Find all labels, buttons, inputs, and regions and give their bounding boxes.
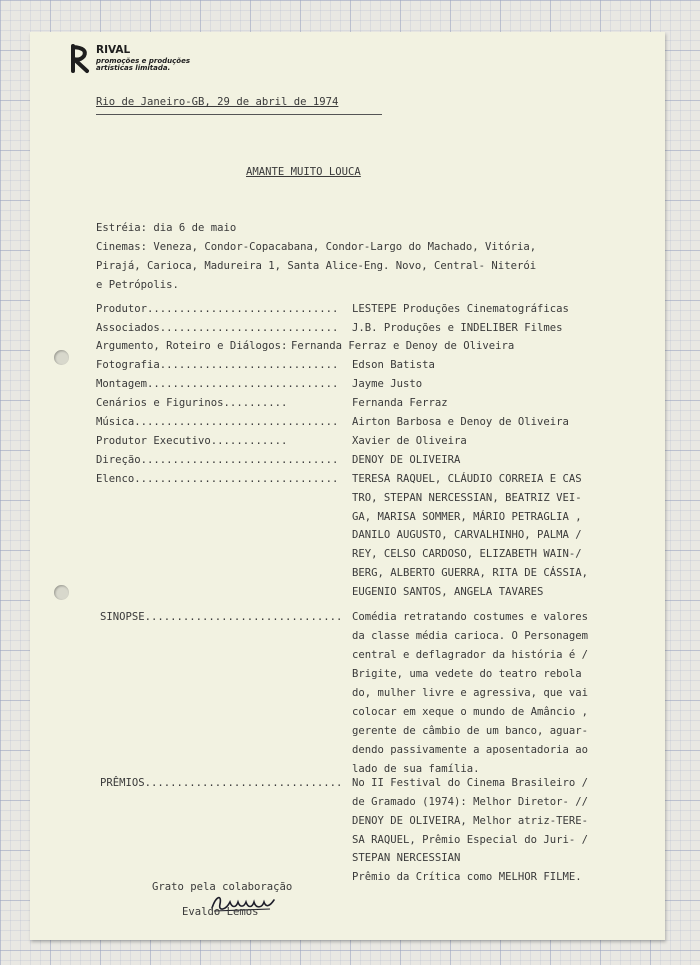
awards-line: SA RAQUEL, Prêmio Especial do Juri- / [352,834,588,846]
awards-line: No II Festival do Cinema Brasileiro / [352,777,588,789]
credit-label: Cenários e Figurinos.......... [96,397,288,409]
credit-value: Fernanda Ferraz [352,397,448,409]
synopsis-line: central e deflagrador da história é / [352,649,588,661]
awards-line: STEPAN NERCESSIAN [352,852,461,864]
awards-line: DENOY DE OLIVEIRA, Melhor atriz-TERE- [352,815,588,827]
credit-value: Jayme Justo [352,378,423,390]
synopsis-line: colocar em xeque o mundo de Amâncio , [352,706,588,718]
synopsis-label: SINOPSE............................... [100,611,343,623]
credit-label: Música................................ [96,416,339,428]
cast-line: TERESA RAQUEL, CLÁUDIO CORREIA E CAS [352,473,582,485]
credit-value: J.B. Produções e INDELIBER Filmes [352,322,563,334]
credit-value: LESTEPE Produções Cinematográficas [352,303,569,315]
signer-name: Evaldo Lemos [182,906,259,918]
cast-label: Elenco................................ [96,473,339,485]
awards-line: de Gramado (1974): Melhor Diretor- // [352,796,588,808]
date-line: Rio de Janeiro-GB, 29 de abril de 1974 [96,96,339,108]
punch-hole-top [54,350,69,365]
cast-line: DANILO AUGUSTO, CARVALHINHO, PALMA / [352,529,582,541]
awards-label: PRÊMIOS............................... [100,777,343,789]
synopsis-line: gerente de câmbio de um banco, aguar- [352,725,588,737]
credit-value: Edson Batista [352,359,435,371]
credit-label: Produtor Executivo............ [96,435,288,447]
date-rule [96,114,382,115]
credit-value: Airton Barbosa e Denoy de Oliveira [352,416,569,428]
credit-label: Associados............................ [96,322,339,334]
credit-value: Fernanda Ferraz e Denoy de Oliveira [291,340,515,352]
logo-subtitle-line1: promoções e produções [96,57,191,65]
credit-label: Argumento, Roteiro e Diálogos: [96,340,288,352]
cast-line: TRO, STEPAN NERCESSIAN, BEATRIZ VEI- [352,492,582,504]
credit-label: Montagem.............................. [96,378,339,390]
cast-line: EUGENIO SANTOS, ANGELA TAVARES [352,586,544,598]
rival-logo-icon [70,44,92,78]
logo-subtitle-line2: artísticas limitada. [96,64,171,72]
synopsis-line: lado de sua família. [352,763,480,775]
credit-label: Produtor.............................. [96,303,339,315]
cast-line: GA, MARISA SOMMER, MÁRIO PETRAGLIA , [352,511,582,523]
cinemas-line: Pirajá, Carioca, Madureira 1, Santa Alice-Eng. Novo, Central- Niterói [96,260,537,272]
punch-hole-bottom [54,585,69,600]
credit-label: Direção............................... [96,454,339,466]
premiere-line: Estréia: dia 6 de maio [96,222,237,234]
synopsis-line: dendo passivamente a aposentadoria ao [352,744,588,756]
synopsis-line: Brigite, uma vedete do teatro rebola [352,668,582,680]
credit-value: Xavier de Oliveira [352,435,467,447]
credit-label: Fotografia............................ [96,359,339,371]
document-title: AMANTE MUITO LOUCA [246,166,361,178]
cast-line: BERG, ALBERTO GUERRA, RITA DE CÁSSIA, [352,567,588,579]
synopsis-line: da classe média carioca. O Personagem [352,630,588,642]
cinemas-line: Cinemas: Veneza, Condor-Copacabana, Condor-Largo do Machado, Vitória, [96,241,537,253]
document-page [30,32,665,940]
cinemas-line: e Petrópolis. [96,279,179,291]
closing-line: Grato pela colaboração [152,881,293,893]
synopsis-line: do, mulher livre e agressiva, que vai [352,687,588,699]
synopsis-line: Comédia retratando costumes e valores [352,611,588,623]
logo-name: RIVAL [96,44,131,56]
awards-line: Prêmio da Crítica como MELHOR FILME. [352,871,582,883]
credit-value: DENOY DE OLIVEIRA [352,454,461,466]
cast-line: REY, CELSO CARDOSO, ELIZABETH WAIN-/ [352,548,582,560]
